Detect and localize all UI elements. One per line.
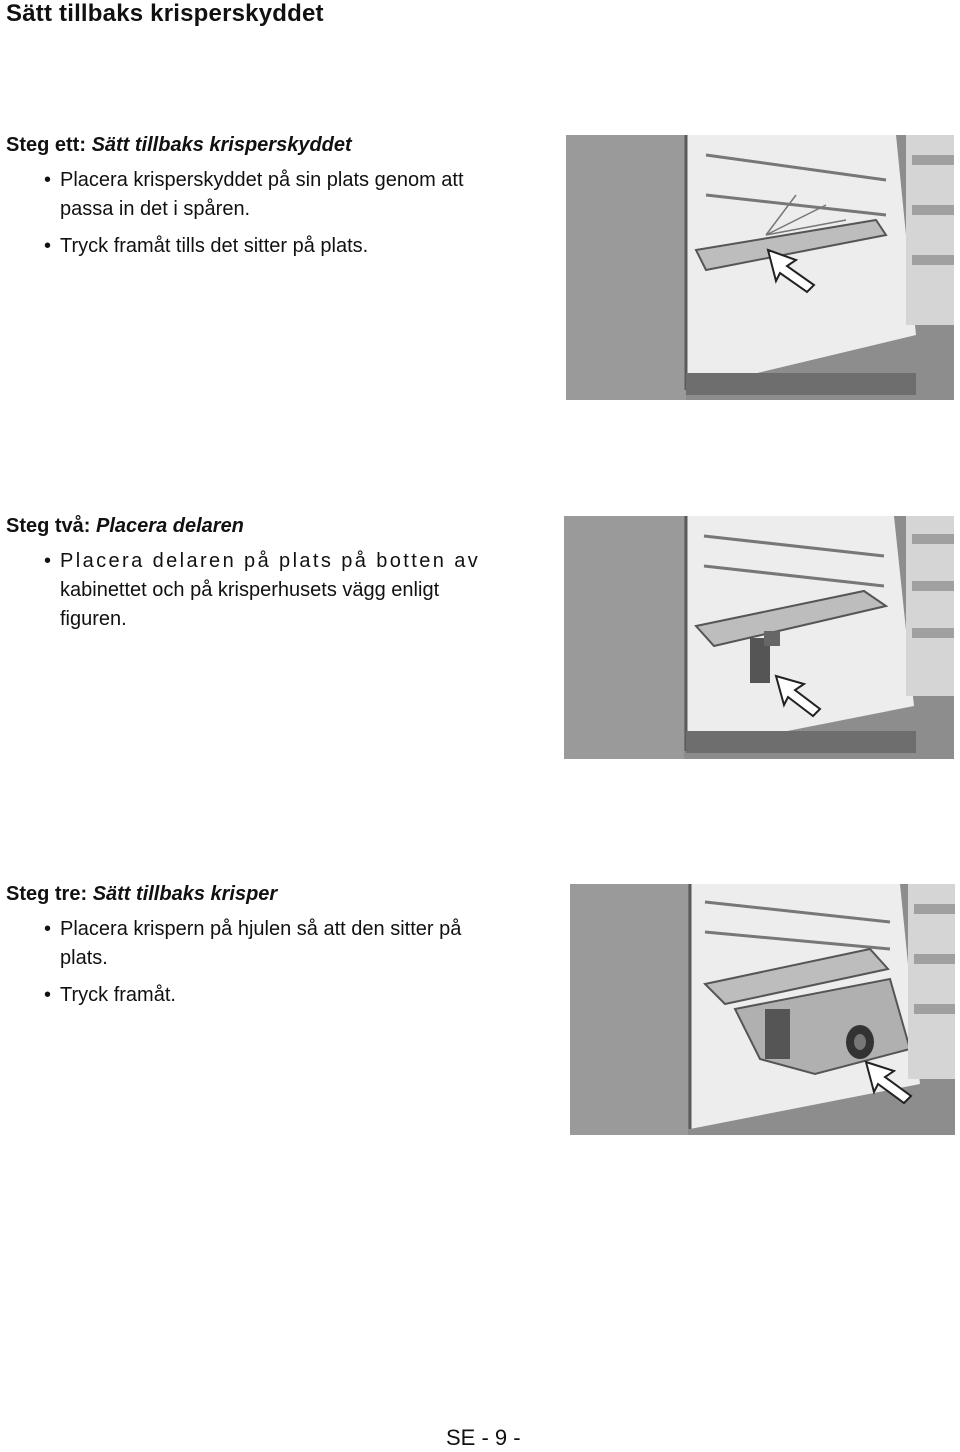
bullet-dot: • — [44, 235, 52, 257]
bullet-item — [6, 232, 556, 261]
page-title: Sätt tillbaks krisperskyddet — [6, 0, 324, 27]
bullet-item — [6, 981, 556, 1010]
step-two-heading — [6, 513, 556, 539]
step-two-name: Placera delaren — [96, 515, 244, 537]
bullet-line: Placera delaren på plats på botten av — [60, 550, 481, 572]
step-two — [6, 513, 556, 634]
bullet-line: Tryck framåt. — [60, 984, 176, 1006]
step-one — [6, 132, 556, 261]
step-one-heading — [6, 132, 556, 158]
bullet-dot: • — [44, 169, 52, 191]
bullet-item — [6, 915, 556, 973]
step-three-heading — [6, 881, 556, 907]
step-three-label: Steg tre: — [6, 883, 88, 905]
bullet-line: Placera krisperskyddet på sin plats genom att — [60, 169, 464, 191]
bullet-item — [6, 547, 556, 634]
bullet-line: Tryck framåt tills det sitter på plats. — [60, 235, 369, 257]
bullet-dot: • — [44, 550, 52, 572]
step-three — [6, 881, 556, 1010]
step-one-label: Steg ett: — [6, 134, 86, 156]
bullet-item — [6, 166, 556, 224]
step-three-name: Sätt tillbaks krisper — [92, 883, 278, 905]
bullet-dot: • — [44, 918, 52, 940]
fridge-crisper-cover-illustration — [566, 135, 954, 400]
bullet-line: passa in det i spåren. — [60, 198, 251, 220]
bullet-line: figuren. — [60, 608, 127, 630]
step-two-label: Steg två: — [6, 515, 91, 537]
bullet-line: kabinettet och på krisperhusets vägg enligt — [60, 579, 440, 601]
fridge-divider-illustration — [564, 516, 954, 759]
page-number: SE - 9 - — [446, 1425, 521, 1450]
fridge-crisper-drawer-illustration — [570, 884, 955, 1135]
bullet-line: Placera krispern på hjulen så att den sitter på — [60, 918, 462, 940]
bullet-line: plats. — [60, 947, 108, 969]
step-one-name: Sätt tillbaks krisperskyddet — [91, 134, 352, 156]
bullet-dot: • — [44, 984, 52, 1006]
